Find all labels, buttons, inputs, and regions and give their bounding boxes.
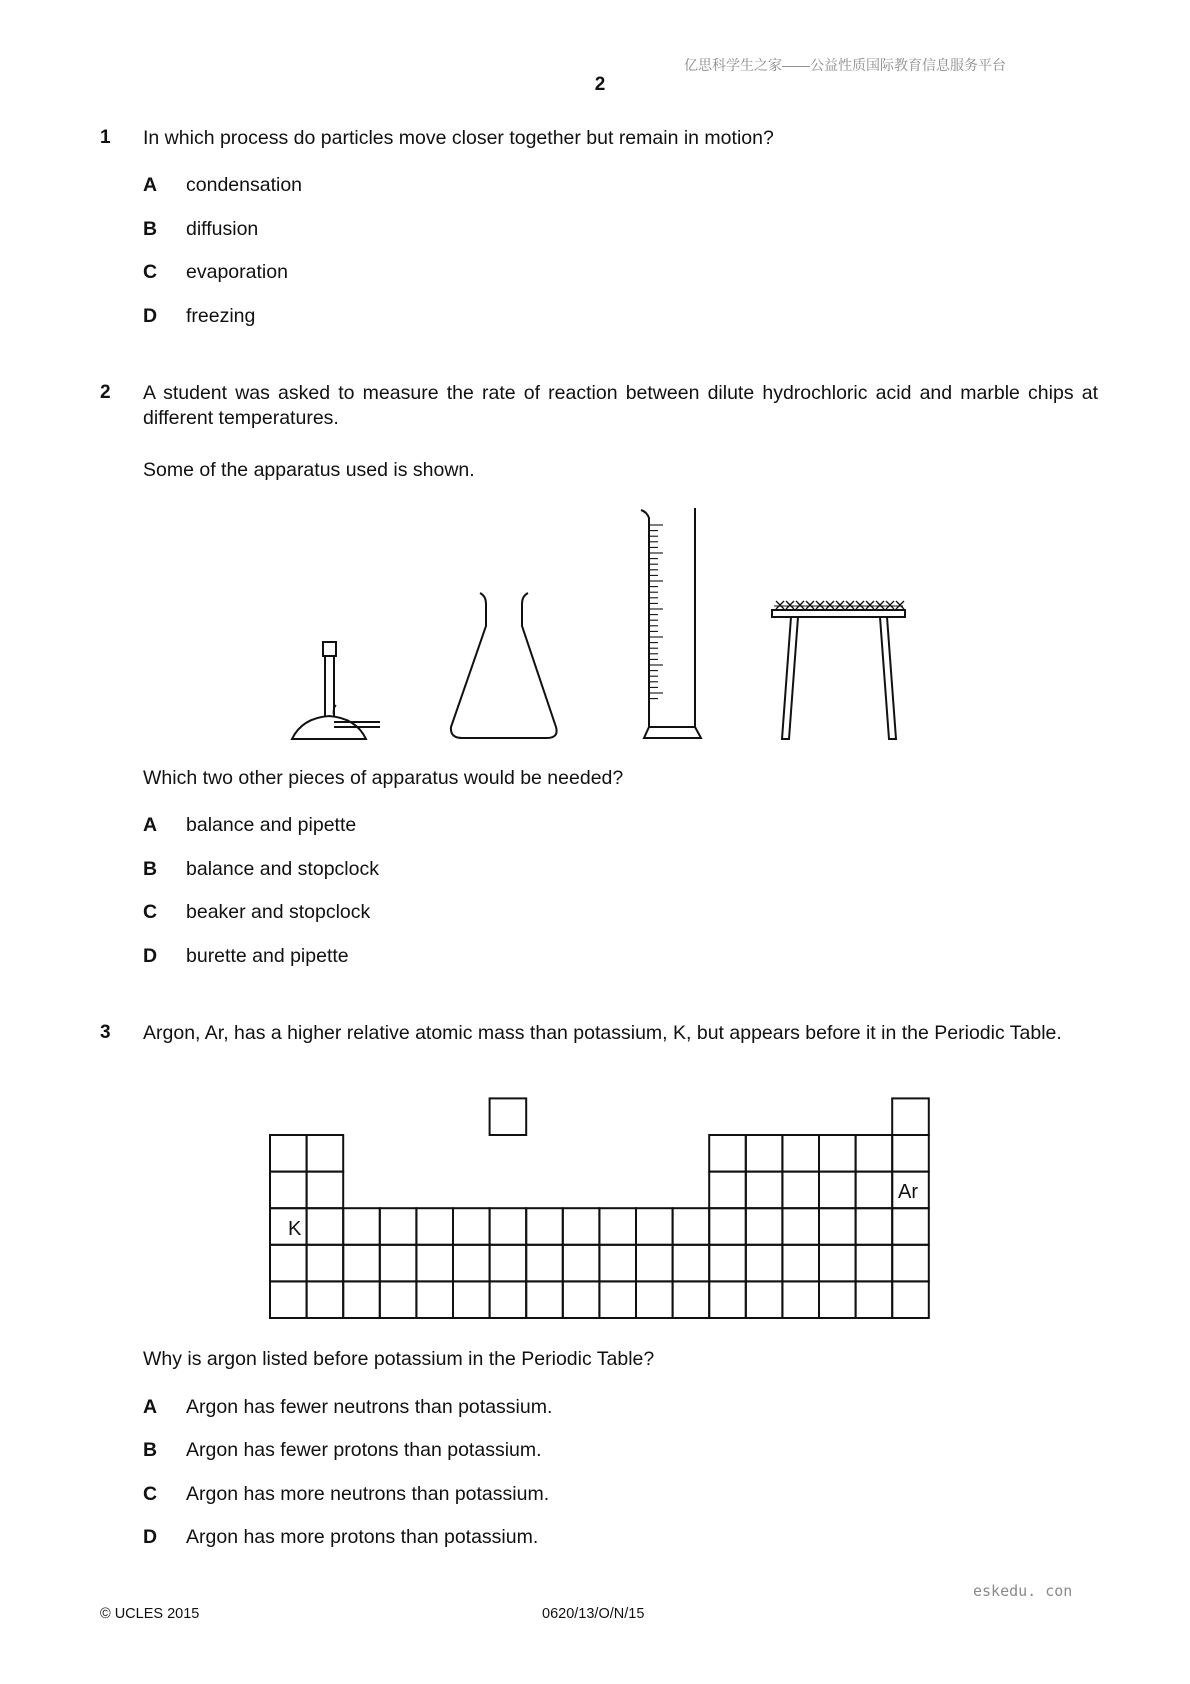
q2-option-b-text[interactable]: balance and stopclock	[186, 858, 379, 880]
periodic-table-cell	[819, 1172, 856, 1209]
periodic-table-cell	[892, 1281, 929, 1318]
periodic-table-cell	[453, 1208, 490, 1245]
q1-option-b-letter: B	[143, 218, 158, 240]
question-2-text: A student was asked to measure the rate of reaction between dilute hydrochloric acid and marble chips at different temperatures.	[143, 382, 1098, 429]
periodic-table-cell	[856, 1135, 893, 1172]
periodic-table-cell	[636, 1245, 673, 1282]
periodic-table-cell	[856, 1172, 893, 1209]
periodic-table-cell	[307, 1245, 344, 1282]
question-1-number: 1	[100, 127, 111, 148]
periodic-table-cell	[782, 1135, 819, 1172]
periodic-table-cell	[343, 1281, 380, 1318]
q2-option-a-letter: A	[143, 814, 158, 836]
periodic-table-cell	[856, 1245, 893, 1282]
q1-option-c-text[interactable]: evaporation	[186, 261, 288, 283]
periodic-table-cell	[636, 1208, 673, 1245]
periodic-table-cell	[819, 1208, 856, 1245]
question-3-prompt: Why is argon listed before potassium in the Periodic Table?	[143, 1348, 655, 1370]
periodic-table-cell	[563, 1281, 600, 1318]
q2-option-d-text[interactable]: burette and pipette	[186, 945, 349, 967]
periodic-table-cell	[856, 1281, 893, 1318]
periodic-table-cell	[563, 1245, 600, 1282]
periodic-table-cell	[343, 1208, 380, 1245]
footer-paper-code: 0620/13/O/N/15	[542, 1606, 645, 1622]
periodic-table-cell	[819, 1245, 856, 1282]
q3-option-d-text[interactable]: Argon has more protons than potassium.	[186, 1526, 539, 1548]
question-2-subtext: Some of the apparatus used is shown.	[143, 459, 475, 481]
periodic-table-cell	[746, 1172, 783, 1209]
footer-watermark: eskedu. con	[973, 1582, 1073, 1600]
q1-option-b-text[interactable]: diffusion	[186, 218, 259, 240]
periodic-table-cell	[307, 1208, 344, 1245]
periodic-table-cell	[782, 1208, 819, 1245]
periodic-table-cell	[746, 1245, 783, 1282]
periodic-table-cell	[819, 1281, 856, 1318]
periodic-table-cell	[563, 1208, 600, 1245]
periodic-table-cell	[416, 1245, 453, 1282]
q1-option-a-text[interactable]: condensation	[186, 174, 303, 196]
periodic-table-cell	[453, 1281, 490, 1318]
periodic-table-cell	[526, 1208, 563, 1245]
periodic-table-cell	[307, 1172, 344, 1209]
periodic-table-cell	[709, 1245, 746, 1282]
periodic-table-cell	[782, 1281, 819, 1318]
periodic-table-cell	[673, 1208, 710, 1245]
periodic-table-cell	[636, 1281, 673, 1318]
periodic-table-cell	[343, 1245, 380, 1282]
q3-option-b-text[interactable]: Argon has fewer protons than potassium.	[186, 1439, 542, 1461]
periodic-table-cell	[892, 1245, 929, 1282]
periodic-table-cell	[746, 1208, 783, 1245]
periodic-table-cell	[599, 1208, 636, 1245]
periodic-table-cell	[782, 1245, 819, 1282]
question-2-prompt: Which two other pieces of apparatus would be needed?	[143, 767, 624, 789]
question-1-text: In which process do particles move closer together but remain in motion?	[143, 127, 774, 149]
periodic-table-cell	[746, 1135, 783, 1172]
page-number: 2	[594, 74, 606, 95]
q2-option-c-letter: C	[143, 901, 158, 923]
periodic-table-cell	[490, 1245, 527, 1282]
q3-option-a-text[interactable]: Argon has fewer neutrons than potassium.	[186, 1396, 553, 1418]
periodic-table-cell	[746, 1281, 783, 1318]
periodic-table-cell	[416, 1281, 453, 1318]
periodic-table-cell	[673, 1245, 710, 1282]
argon-label: Ar	[898, 1181, 918, 1203]
periodic-table-cell	[307, 1135, 344, 1172]
periodic-table-cell	[380, 1281, 417, 1318]
q1-option-d-letter: D	[143, 305, 158, 327]
question-3-text: Argon, Ar, has a higher relative atomic mass than potassium, K, but appears before it in the Periodic Table.	[143, 1022, 1062, 1044]
q2-option-c-text[interactable]: beaker and stopclock	[186, 901, 371, 923]
question-2-number: 2	[100, 382, 111, 403]
periodic-table-cell	[892, 1098, 929, 1135]
q1-option-a-letter: A	[143, 174, 158, 196]
q1-option-d-text[interactable]: freezing	[186, 305, 256, 327]
periodic-table-cell	[270, 1245, 307, 1282]
periodic-table-cell	[270, 1135, 307, 1172]
periodic-table-cell	[673, 1281, 710, 1318]
periodic-table-cell	[526, 1245, 563, 1282]
periodic-table-cell	[709, 1135, 746, 1172]
q3-option-d-letter: D	[143, 1526, 158, 1548]
q3-option-a-letter: A	[143, 1396, 158, 1418]
periodic-table-cell	[856, 1208, 893, 1245]
footer-copyright: © UCLES 2015	[100, 1606, 200, 1622]
periodic-table-cell	[453, 1245, 490, 1282]
potassium-label: K	[288, 1218, 302, 1240]
question-3-number: 3	[100, 1022, 111, 1043]
q1-option-c-letter: C	[143, 261, 158, 283]
periodic-table-cell	[270, 1281, 307, 1318]
periodic-table-cell	[709, 1172, 746, 1209]
periodic-table-cell	[416, 1208, 453, 1245]
q3-option-b-letter: B	[143, 1439, 158, 1461]
periodic-table-cell	[782, 1172, 819, 1209]
periodic-table-cell	[490, 1281, 527, 1318]
periodic-table-cell	[307, 1281, 344, 1318]
q2-option-a-text[interactable]: balance and pipette	[186, 814, 357, 836]
q3-option-c-letter: C	[143, 1483, 158, 1505]
periodic-table-cell	[709, 1281, 746, 1318]
q2-option-b-letter: B	[143, 858, 158, 880]
periodic-table-cell	[380, 1208, 417, 1245]
periodic-table-cell	[526, 1281, 563, 1318]
periodic-table-cell	[490, 1098, 527, 1135]
periodic-table-cell	[819, 1135, 856, 1172]
periodic-table-cell	[490, 1208, 527, 1245]
q2-option-d-letter: D	[143, 945, 158, 967]
periodic-table-cell	[380, 1245, 417, 1282]
q3-option-c-text[interactable]: Argon has more neutrons than potassium.	[186, 1483, 550, 1505]
periodic-table-cell	[270, 1172, 307, 1209]
periodic-table-cell	[709, 1208, 746, 1245]
periodic-table-cell	[599, 1281, 636, 1318]
periodic-table-cell	[892, 1135, 929, 1172]
periodic-table-cell	[892, 1208, 929, 1245]
periodic-table-cell	[599, 1245, 636, 1282]
header-watermark: 亿思科学生之家——公益性质国际教育信息服务平台	[684, 57, 1006, 73]
